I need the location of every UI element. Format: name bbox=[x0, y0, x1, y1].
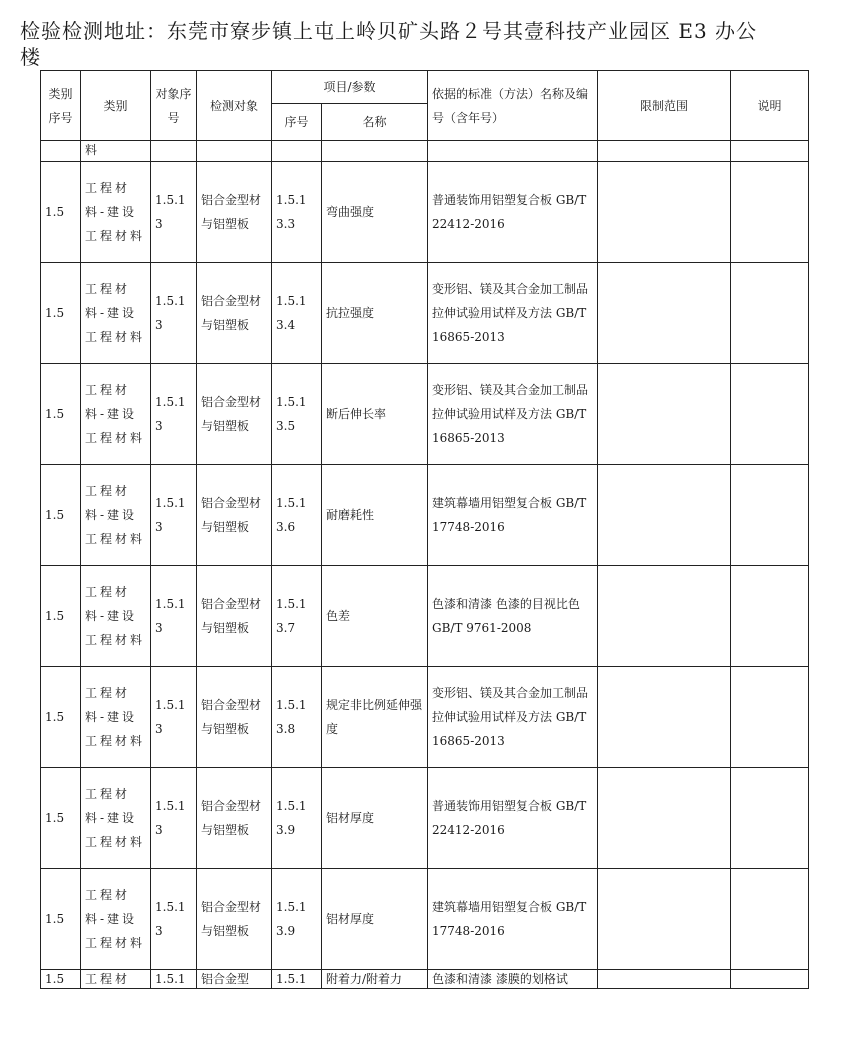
header-object: 检测对象 bbox=[197, 71, 272, 141]
cell-item-no: 1.5.13.6 bbox=[272, 465, 322, 566]
cell-limit bbox=[598, 465, 731, 566]
cell-object: 铝合金型材与铝塑板 bbox=[197, 162, 272, 263]
cell-standard: 变形铝、镁及其合金加工制品拉伸试验用试样及方法 GB/T 16865-2013 bbox=[428, 263, 598, 364]
cell-object-no: 1.5.13 bbox=[151, 162, 197, 263]
cell-standard: 建筑幕墙用铝塑复合板 GB/T 17748-2016 bbox=[428, 465, 598, 566]
cell-category-no: 1.5 bbox=[41, 970, 81, 989]
cell-item-name: 抗拉强度 bbox=[322, 263, 428, 364]
cell-item-no: 1.5.13.3 bbox=[272, 162, 322, 263]
cell-object: 铝合金型材与铝塑板 bbox=[197, 566, 272, 667]
cell-object: 铝合金型材与铝塑板 bbox=[197, 364, 272, 465]
table-row bbox=[41, 869, 809, 970]
table-row-continued bbox=[41, 141, 809, 162]
cell-item-name: 色差 bbox=[322, 566, 428, 667]
cell-standard: 建筑幕墙用铝塑复合板 GB/T 17748-2016 bbox=[428, 869, 598, 970]
cell-item-no: 1.5.13.9 bbox=[272, 768, 322, 869]
scope-table bbox=[40, 70, 809, 989]
header-item-no: 序号 bbox=[272, 104, 322, 141]
cell-note bbox=[731, 263, 809, 364]
cell-limit bbox=[598, 667, 731, 768]
cell-category: 工程材料-建设工程材料 bbox=[81, 566, 151, 667]
cell-item-name bbox=[322, 141, 428, 162]
cell-object-no: 1.5.13 bbox=[151, 465, 197, 566]
cell-category: 工程材料-建设工程材料 bbox=[81, 162, 151, 263]
cell-item-name: 耐磨耗性 bbox=[322, 465, 428, 566]
cell-object-no: 1.5.13 bbox=[151, 566, 197, 667]
cell-category: 工程材料-建设工程材料 bbox=[81, 465, 151, 566]
cell-category: 工程材料-建设工程材料 bbox=[81, 869, 151, 970]
cell-item-name: 铝材厚度 bbox=[322, 869, 428, 970]
cell-note bbox=[731, 465, 809, 566]
header-item-group: 项目/参数 bbox=[272, 71, 428, 104]
cell-category-no: 1.5 bbox=[41, 869, 81, 970]
cell-object-no: 1.5.13 bbox=[151, 263, 197, 364]
cell-category: 工程材 bbox=[81, 970, 151, 989]
table-row bbox=[41, 768, 809, 869]
cell-item-no: 1.5.13.5 bbox=[272, 364, 322, 465]
cell-standard: 变形铝、镁及其合金加工制品拉伸试验用试样及方法 GB/T 16865-2013 bbox=[428, 667, 598, 768]
cell-standard: 普通装饰用铝塑复合板 GB/T 22412-2016 bbox=[428, 768, 598, 869]
table-header bbox=[41, 71, 809, 141]
table-row bbox=[41, 263, 809, 364]
table-row bbox=[41, 162, 809, 263]
cell-standard: 色漆和清漆 色漆的目视比色 GB/T 9761-2008 bbox=[428, 566, 598, 667]
header-standard: 依据的标准（方法）名称及编号（含年号） bbox=[428, 71, 598, 141]
cell-item-no: 1.5.1 bbox=[272, 970, 322, 989]
cell-standard: 普通装饰用铝塑复合板 GB/T 22412-2016 bbox=[428, 162, 598, 263]
cell-note bbox=[731, 667, 809, 768]
cell-item-no: 1.5.13.9 bbox=[272, 869, 322, 970]
cell-object: 铝合金型材与铝塑板 bbox=[197, 768, 272, 869]
cell-category-no: 1.5 bbox=[41, 263, 81, 364]
cell-object: 铝合金型材与铝塑板 bbox=[197, 667, 272, 768]
cell-object: 铝合金型 bbox=[197, 970, 272, 989]
table-row bbox=[41, 667, 809, 768]
cell-item-name: 弯曲强度 bbox=[322, 162, 428, 263]
cell-object: 铝合金型材与铝塑板 bbox=[197, 263, 272, 364]
cell-item-name: 铝材厚度 bbox=[322, 768, 428, 869]
cell-item-no bbox=[272, 141, 322, 162]
cell-note bbox=[731, 566, 809, 667]
cell-standard bbox=[428, 141, 598, 162]
cell-item-no: 1.5.13.4 bbox=[272, 263, 322, 364]
cell-object-no: 1.5.1 bbox=[151, 970, 197, 989]
cell-category-no bbox=[41, 141, 81, 162]
page-heading: 检验检测地址：东莞市寮步镇上屯上岭贝矿头路２号其壹科技产业园区 E3 办公楼 bbox=[20, 19, 758, 69]
cell-note bbox=[731, 768, 809, 869]
cell-note bbox=[731, 162, 809, 263]
cell-category-no: 1.5 bbox=[41, 465, 81, 566]
cell-limit bbox=[598, 141, 731, 162]
cell-category: 工程材料-建设工程材料 bbox=[81, 768, 151, 869]
cell-category-no: 1.5 bbox=[41, 364, 81, 465]
cell-object: 铝合金型材与铝塑板 bbox=[197, 465, 272, 566]
cell-item-name: 规定非比例延伸强度 bbox=[322, 667, 428, 768]
header-category: 类别 bbox=[81, 71, 151, 141]
table-row bbox=[41, 465, 809, 566]
cell-category: 工程材料-建设工程材料 bbox=[81, 667, 151, 768]
cell-category: 工程材料-建设工程材料 bbox=[81, 263, 151, 364]
table-body bbox=[41, 141, 809, 989]
cell-standard: 色漆和清漆 漆膜的划格试 bbox=[428, 970, 598, 989]
cell-category: 工程材料-建设工程材料 bbox=[81, 364, 151, 465]
cell-item-no: 1.5.13.8 bbox=[272, 667, 322, 768]
cell-item-name: 断后伸长率 bbox=[322, 364, 428, 465]
header-limit: 限制范围 bbox=[598, 71, 731, 141]
table-row bbox=[41, 364, 809, 465]
cell-category: 料 bbox=[81, 141, 151, 162]
cell-item-no: 1.5.13.7 bbox=[272, 566, 322, 667]
cell-note bbox=[731, 364, 809, 465]
cell-object-no: 1.5.13 bbox=[151, 768, 197, 869]
cell-object-no: 1.5.13 bbox=[151, 667, 197, 768]
header-category-no: 类别序号 bbox=[41, 71, 81, 141]
cell-limit bbox=[598, 364, 731, 465]
cell-category-no: 1.5 bbox=[41, 768, 81, 869]
cell-object-no bbox=[151, 141, 197, 162]
cell-limit bbox=[598, 970, 731, 989]
cell-object-no: 1.5.13 bbox=[151, 364, 197, 465]
cell-limit bbox=[598, 162, 731, 263]
header-note: 说明 bbox=[731, 71, 809, 141]
cell-limit bbox=[598, 263, 731, 364]
cell-limit bbox=[598, 566, 731, 667]
cell-note bbox=[731, 869, 809, 970]
header-item-name: 名称 bbox=[322, 104, 428, 141]
cell-note bbox=[731, 970, 809, 989]
cell-category-no: 1.5 bbox=[41, 566, 81, 667]
cell-object: 铝合金型材与铝塑板 bbox=[197, 869, 272, 970]
cell-limit bbox=[598, 768, 731, 869]
cell-note bbox=[731, 141, 809, 162]
cell-standard: 变形铝、镁及其合金加工制品拉伸试验用试样及方法 GB/T 16865-2013 bbox=[428, 364, 598, 465]
cell-object bbox=[197, 141, 272, 162]
table-row bbox=[41, 566, 809, 667]
cell-category-no: 1.5 bbox=[41, 667, 81, 768]
header-object-no: 对象序号 bbox=[151, 71, 197, 141]
cell-object-no: 1.5.13 bbox=[151, 869, 197, 970]
cell-item-name: 附着力/附着力 bbox=[322, 970, 428, 989]
cell-limit bbox=[598, 869, 731, 970]
cell-category-no: 1.5 bbox=[41, 162, 81, 263]
table-row-truncated bbox=[41, 970, 809, 989]
